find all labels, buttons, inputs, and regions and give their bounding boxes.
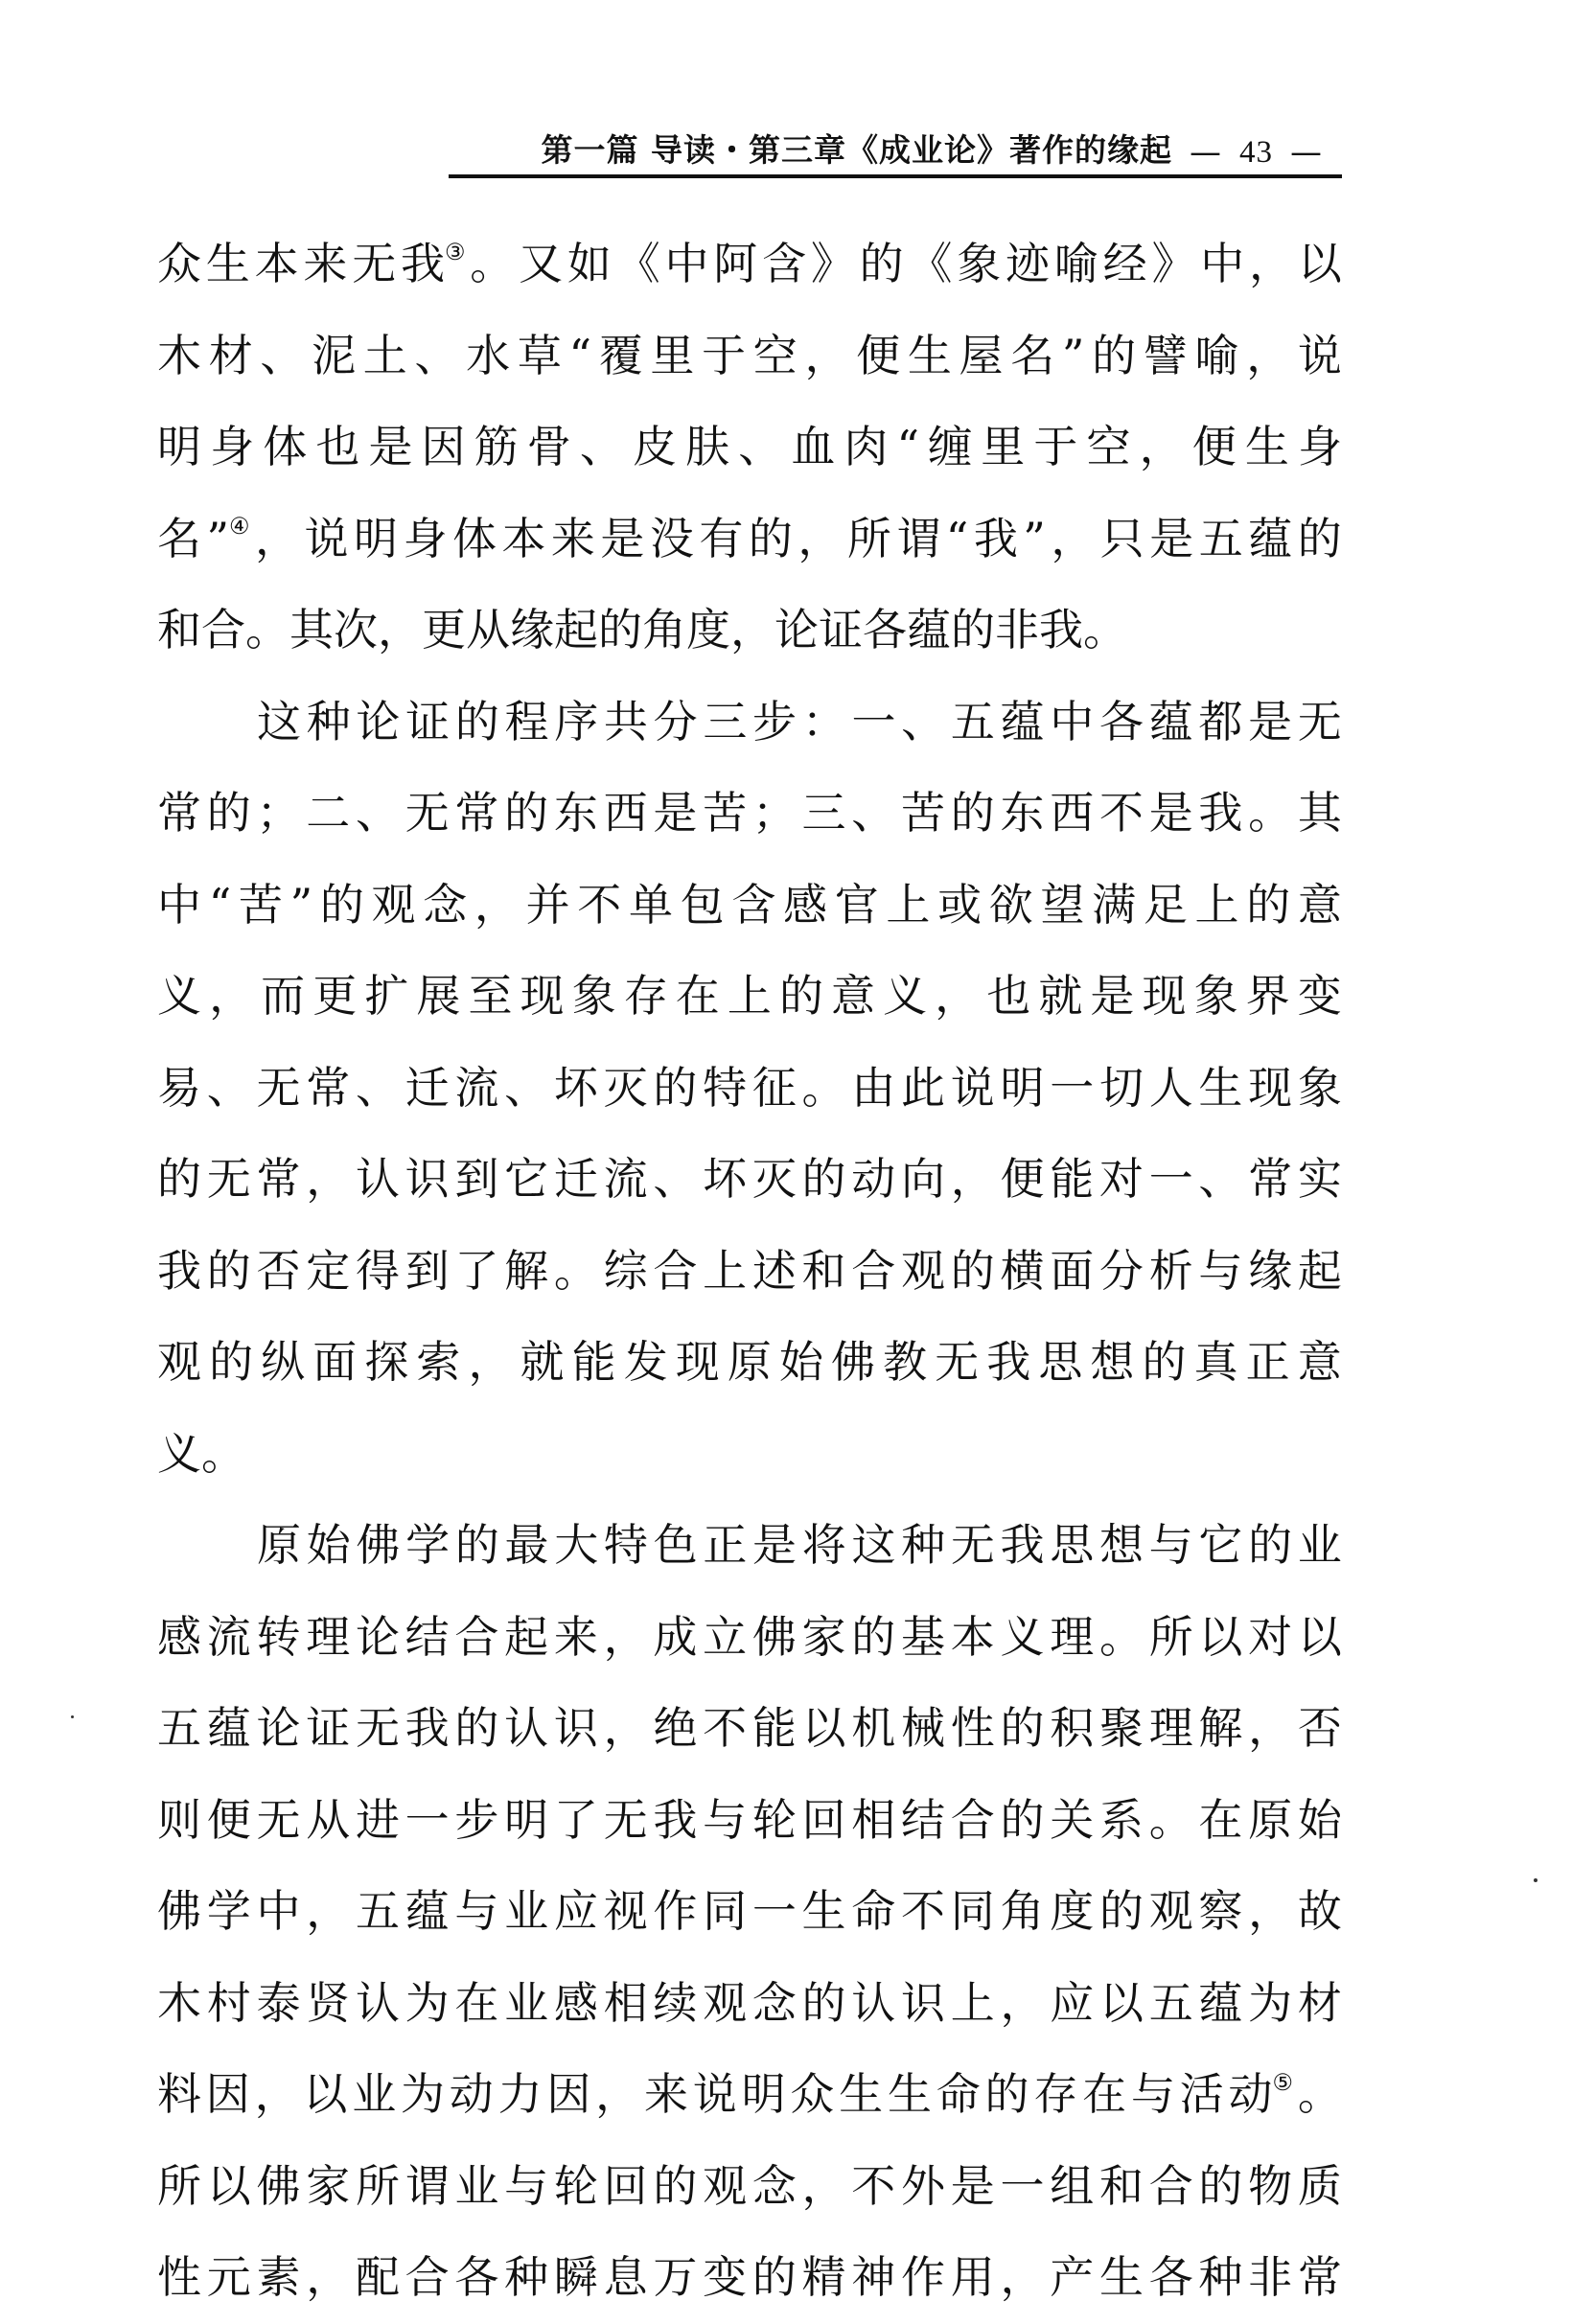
text-line: 木 村 泰 贤 认 为 在 业 感 相 续 观 念 的 认 识 上 ， 应 以 五 蕴 为 材 (157, 1976, 1342, 2029)
text-line: 这 种 论 证 的 程 序 共 分 三 步 ： 一 、 五 蕴 中 各 蕴 都 是 无 (257, 695, 1342, 748)
text-line: 中 “ 苦 ” 的 观 念 ， 并 不 单 包 含 感 官 上 或 欲 望 满 足 上 的 意 (157, 878, 1342, 931)
scan-speck (71, 1715, 74, 1718)
text-line: 的 无 常 ， 认 识 到 它 迁 流 、 坏 灭 的 动 向 ， 便 能 对 一 、 常 实 (157, 1153, 1342, 1205)
text-line: 则 便 无 从 进 一 步 明 了 无 我 与 轮 回 相 结 合 的 关 系 。 在 原 始 (157, 1793, 1342, 1846)
text-line: 性 元 素 ， 配 合 各 种 瞬 息 万 变 的 精 神 作 用 ， 产 生 各 种 非 常 (157, 2251, 1342, 2303)
text-line: 易 、 无 常 、 迁 流 、 坏 灭 的 特 征 。 由 此 说 明 一 切 人 生 现 象 (157, 1061, 1342, 1114)
text-line: 佛 学 中 ， 五 蕴 与 业 应 视 作 同 一 生 命 不 同 角 度 的 观 察 ， 故 (157, 1885, 1342, 1937)
text-line: 所 以 佛 家 所 谓 业 与 轮 回 的 观 念 ， 不 外 是 一 组 和 合 的 物 质 (157, 2159, 1342, 2212)
text-line: 原 始 佛 学 的 最 大 特 色 正 是 将 这 种 无 我 思 想 与 它 的 业 (257, 1519, 1342, 1571)
page-number: 43 (1239, 135, 1273, 170)
text-line: 名 ”④ ， 说 明 身 体 本 来 是 没 有 的 ， 所 谓 “ 我 ” ， 只 是 五 蕴 的 (157, 512, 1342, 564)
text-line: 义 。 (157, 1427, 245, 1480)
body-text (157, 219, 1342, 2324)
text-line: 木 材 、 泥 土 、 水 草 “ 覆 里 于 空 ， 便 生 屋 名 ” 的 譬 喻 ， 说 (157, 329, 1342, 381)
text-line: 明 身 体 也 是 因 筋 骨 、 皮 肤 、 血 肉 “ 缠 里 于 空 ， 便 生 身 (157, 421, 1342, 472)
text-line: 观 的 纵 面 探 索 ， 就 能 发 现 原 始 佛 教 无 我 思 想 的 真 正 意 (157, 1336, 1342, 1388)
text-line: 义 ， 而 更 扩 展 至 现 象 存 在 上 的 意 义 ， 也 就 是 现 象 界 变 (157, 970, 1342, 1022)
footnote-marker: ④ (229, 513, 250, 541)
text-line: 众 生 本 来 无 我③ 。 又 如 《 中 阿 含 》 的 《 象 迹 喻 经 》 中 ， 以 (157, 238, 1342, 289)
footnote-marker: ③ (444, 238, 466, 265)
text-line: 常 的 ； 二 、 无 常 的 东 西 是 苦 ； 三 、 苦 的 东 西 不 是 我 。 其 (157, 787, 1342, 839)
text-line: 五 蕴 论 证 无 我 的 认 识 ， 绝 不 能 以 机 械 性 的 积 聚 理 解 ， 否 (157, 1702, 1342, 1754)
header-rule (449, 174, 1342, 178)
header-title: 第一篇 导读・第三章《成业论》著作的缘起 (541, 131, 1172, 169)
footnote-marker: ⑤ (1272, 2068, 1294, 2096)
running-header (449, 123, 1340, 171)
text-line: 和 合 。 其 次 ， 更 从 缘 起 的 角 度 ， 论 证 各 蕴 的 非 我 。 (157, 604, 1127, 656)
text-line: 料 因 ， 以 业 为 动 力 因 ， 来 说 明 众 生 生 命 的 存 在 与 活 动⑤ 。 (157, 2068, 1342, 2120)
text-line: 我 的 否 定 得 到 了 解 。 综 合 上 述 和 合 观 的 横 面 分 析 与 缘 起 (157, 1244, 1342, 1297)
scan-speck (1534, 1878, 1537, 1882)
header-dash-left: — (1190, 133, 1222, 171)
text-line: 感 流 转 理 论 结 合 起 来 ， 成 立 佛 家 的 基 本 义 理 。 所 以 对 以 (157, 1610, 1342, 1663)
header-dash-right: — (1290, 133, 1323, 171)
